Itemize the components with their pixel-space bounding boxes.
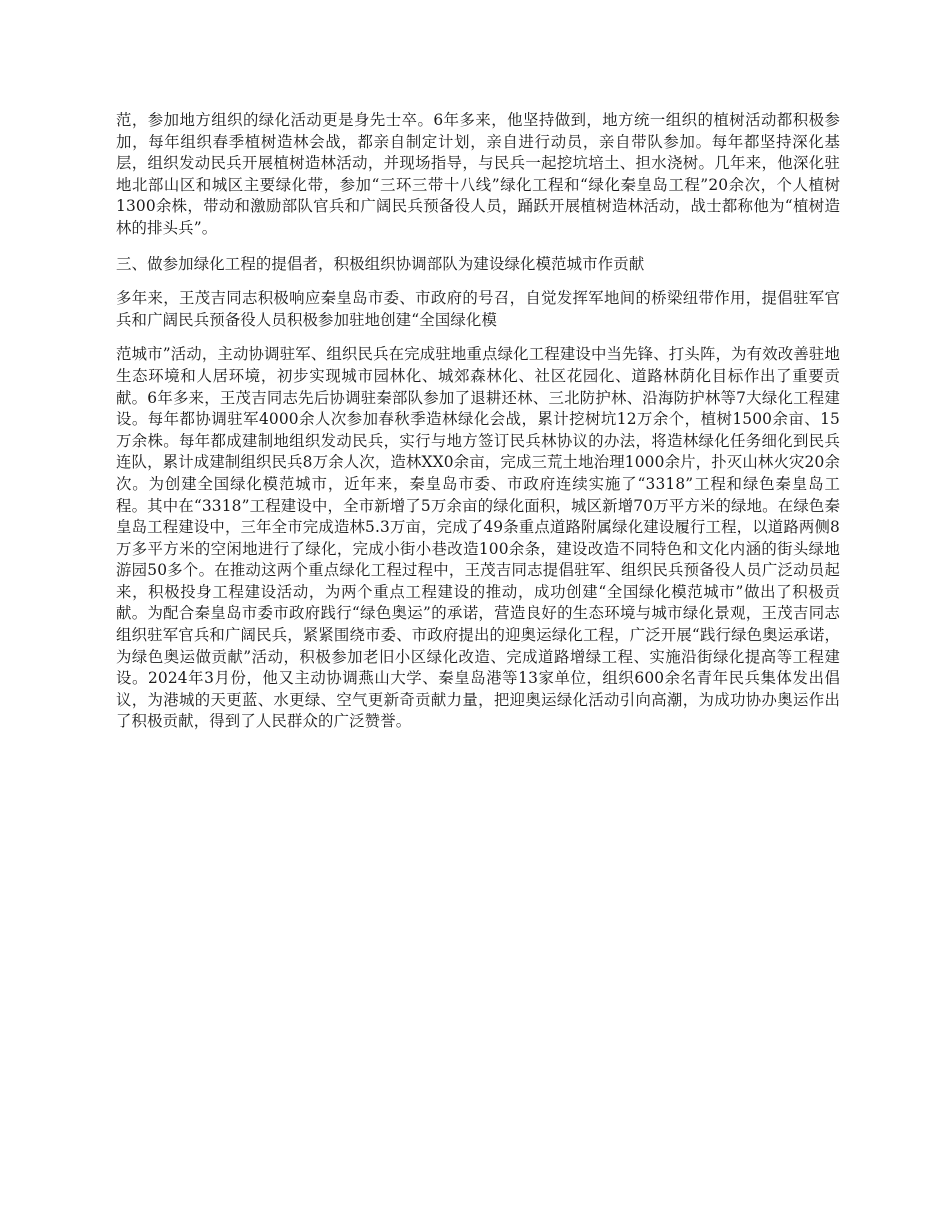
section-heading-3: 三、做参加绿化工程的提倡者，积极组织协调部队为建设绿化模范城市作贡献 <box>116 254 645 273</box>
body-paragraph-1: 范，参加地方组织的绿化活动更是身先士卒。6年多来，他坚持做到，地方统一组织的植树活动都积极参加，每年组织春季植树造林会战，都亲自制定计划，亲自进行动员，亲自带队参加。每年都坚持深化基层，组织发动民兵开展植树造林活动，并现场指导，与民兵一起挖坑培土、担水浇树。几年来，他深化驻地北部山区和城区主要绿化带，参加“三环三带十八线”绿化工程和“绿化秦皇岛工程”20余次，个人植树1300余株，带动和激励部队官兵和广阔民兵预备役人员，踊跃开展植树造林活动，战士都称他为“植树造林的排头兵”。 <box>116 111 840 237</box>
body-paragraph-3: 范城市”活动，主动协调驻军、组织民兵在完成驻地重点绿化工程建设中当先锋、打头阵，为有效改善驻地生态环境和人居环境，初步实现城市园林化、城郊森林化、社区花园化、道路林荫化目标作出了重要贡献。6年多来，王茂吉同志先后协调驻秦部队参加了退耕还林、三北防护林、沿海防护林等7大绿化工程建设。每年都协调驻军4000余人次参加春秋季造林绿化会战，累计挖树坑12万余个，植树1500余亩、15万余株。每年都成建制地组织发动民兵，实行与地方签订民兵林协议的办法，将造林绿化任务细化到民兵连队，累计成建制组织民兵8万余人次，造林XX0余亩，完成三荒土地治理1000余片，扑灭山林火灾20余次。为创建全国绿化模范城市，近年来，秦皇岛市委、市政府连续实施了“3318”工程和绿色秦皇岛工程。其中在“3318”工程建设中，全市新增了5万余亩的绿化面积，城区新增70万平方米的绿地。在绿色秦皇岛工程建设中，三年全市完成造林5.3万亩，完成了49条重点道路附属绿化建设履行工程，以道路两侧8万多平方米的空闲地进行了绿化，完成小街小巷改造100余条，建设改造不同特色和文化内涵的街头绿地游园50多个。在推动这两个重点绿化工程过程中，王茂吉同志提倡驻军、组织民兵预备役人员广泛动员起来，积极投身工程建设活动，为两个重点工程建设的推动，成功创建“全国绿化模范城市”做出了积极贡献。为配合秦皇岛市委市政府践行“绿色奥运”的承诺，营造良好的生态环境与城市绿化景观，王茂吉同志组织驻军官兵和广阔民兵，紧紧围绕市委、市政府提出的迎奥运绿化工程，广泛开展“践行绿色奥运承诺，为绿色奥运做贡献”活动，积极参加老旧小区绿化改造、完成道路增绿工程、实施沿街绿化提高等工程建设。2024年3月份，他又主动协调燕山大学、秦皇岛港等13家单位，组织600余名青年民兵集体发出倡议，为港城的天更蓝、水更绿、空气更新奇贡献力量，把迎奥运绿化活动引向高潮，为成功协办奥运作出了积极贡献，得到了人民群众的广泛赞誉。 <box>116 345 840 731</box>
body-paragraph-2: 多年来，王茂吉同志积极响应秦皇岛市委、市政府的号召，自觉发挥军地间的桥梁纽带作用，提倡驻军官兵和广阔民兵预备役人员积极参加驻地创建“全国绿化模 <box>116 289 840 329</box>
document-page <box>116 110 840 733</box>
